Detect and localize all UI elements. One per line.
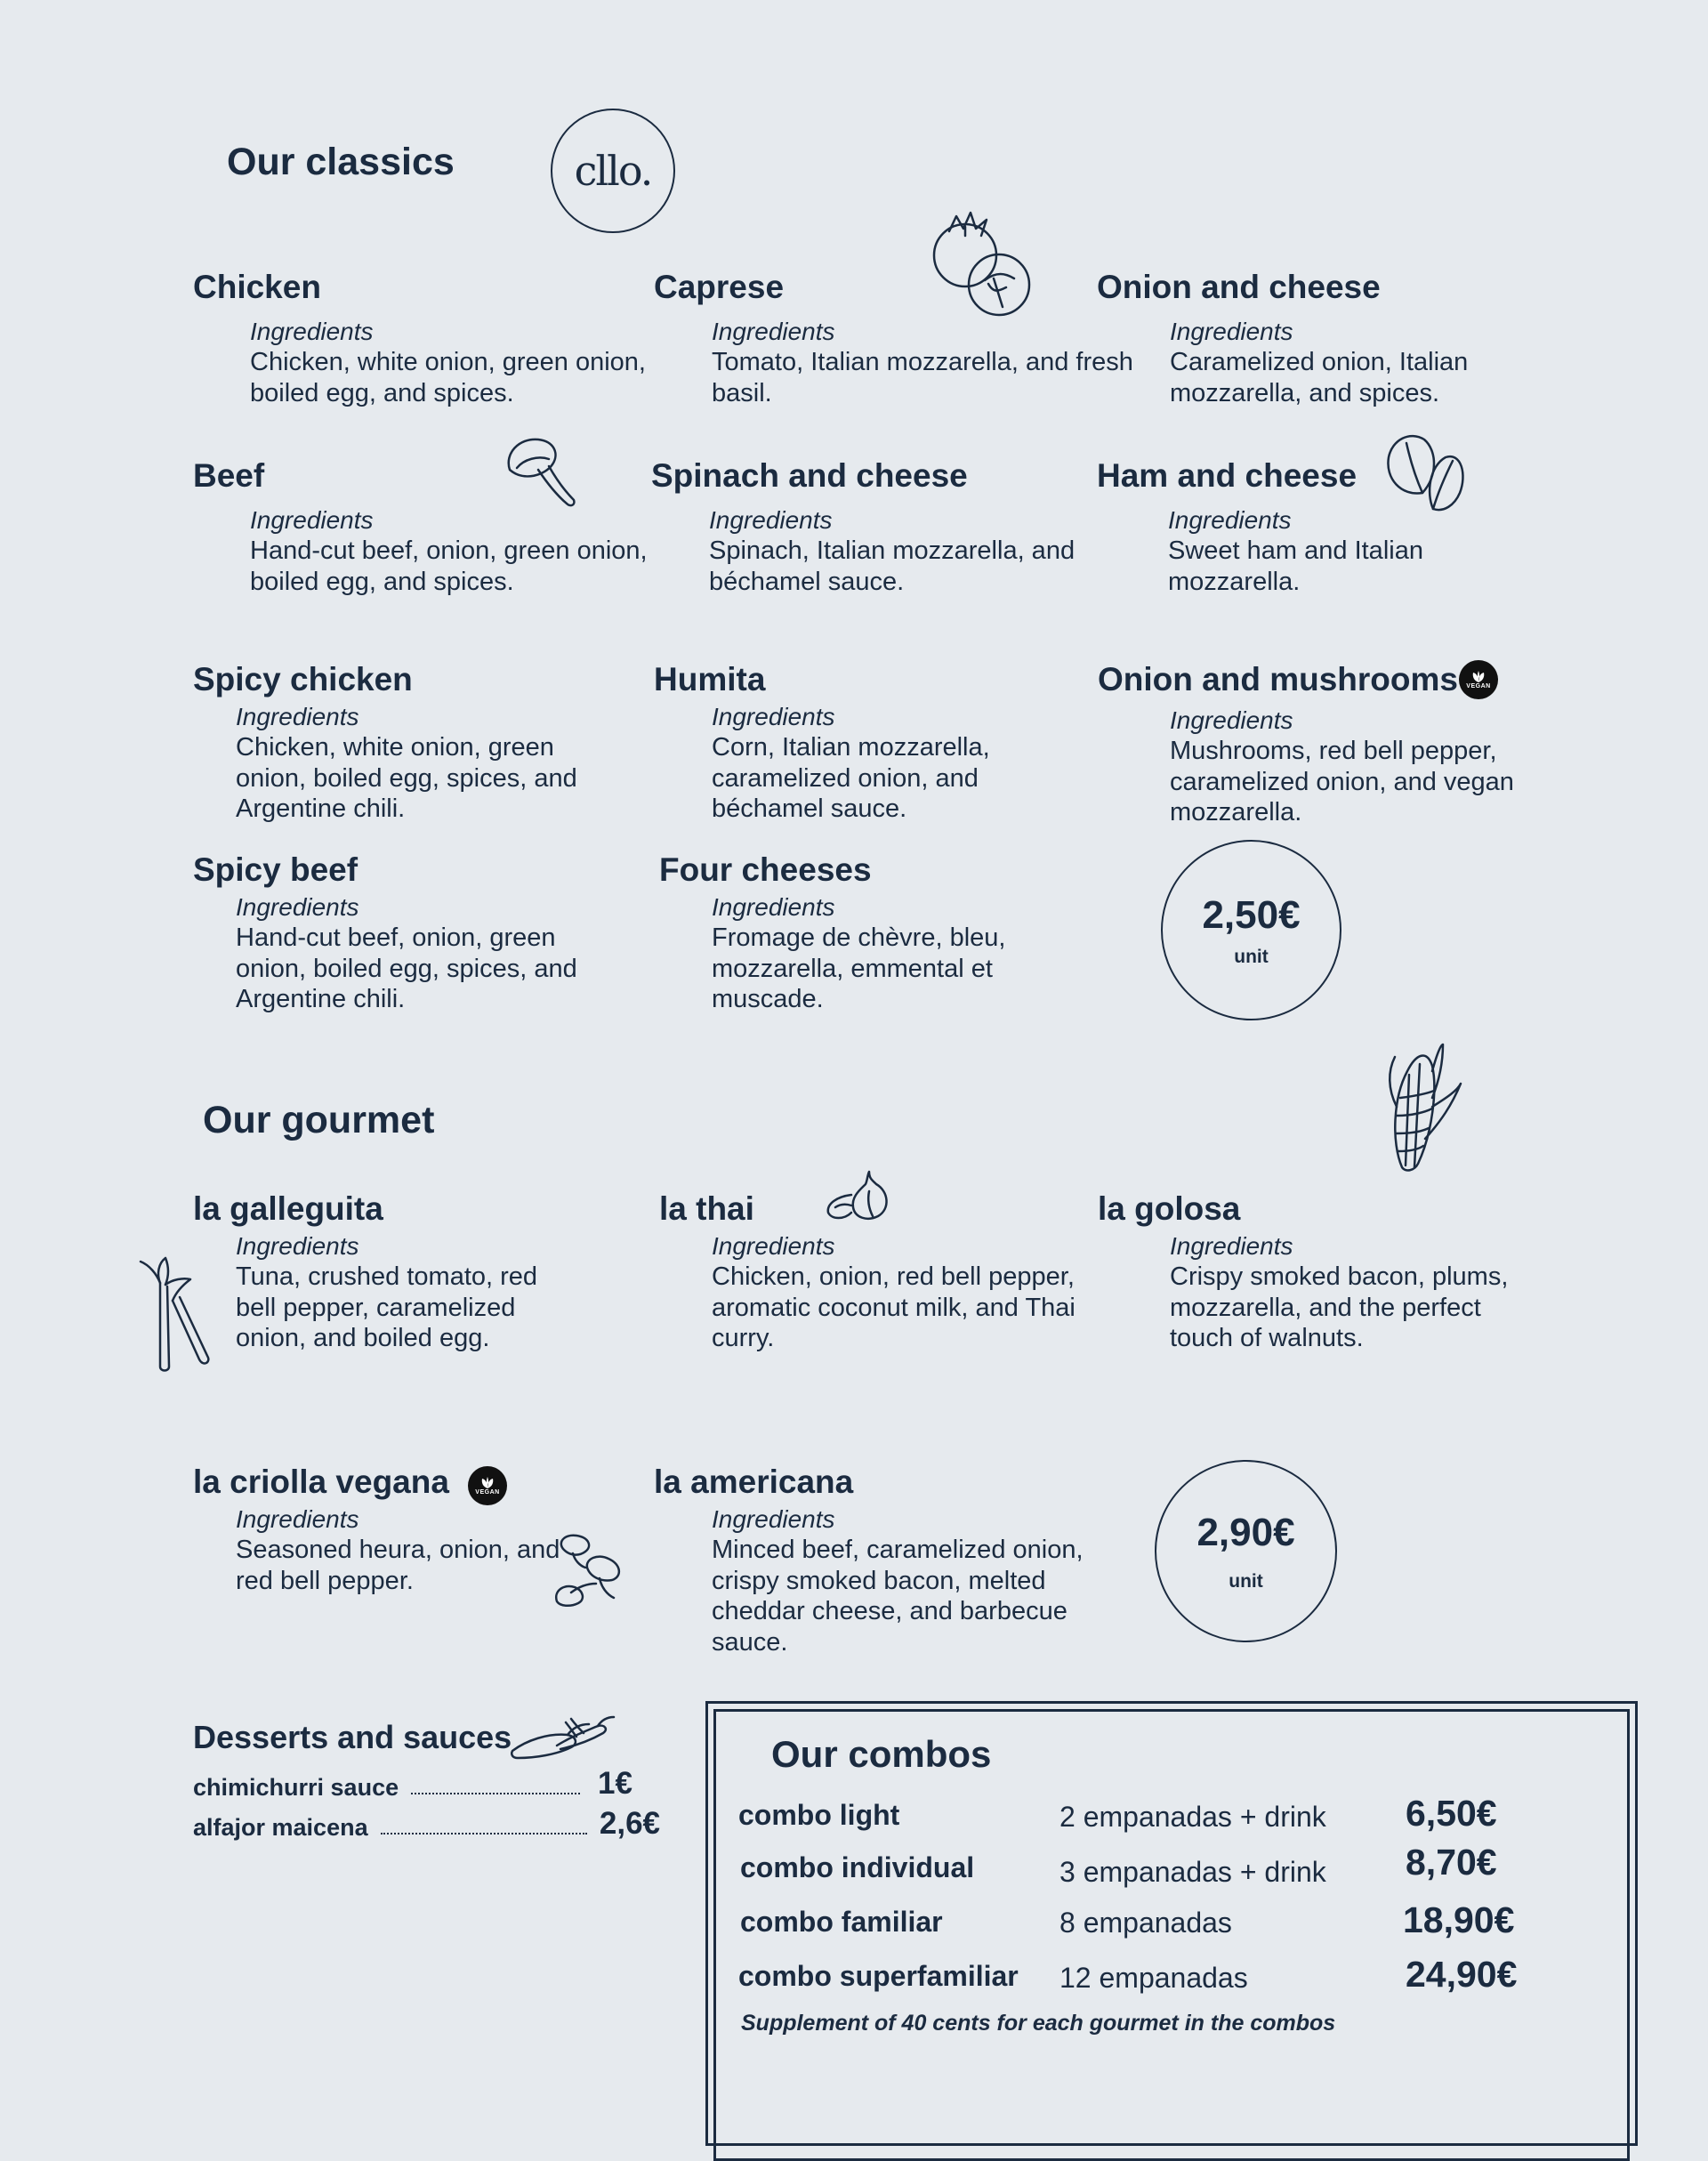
ingredients-label: Ingredients <box>1170 706 1293 734</box>
ingredients-text: Hand-cut beef, onion, green onion, boiled egg, and spices. <box>250 536 648 596</box>
spinach-icon <box>1383 431 1468 520</box>
ingredients-text: Chicken, onion, red bell pepper, aromatic coconut milk, and Thai curry. <box>712 1262 1076 1352</box>
item-name: Beef <box>193 457 265 494</box>
combo-desc: 2 empanadas + drink <box>1059 1801 1326 1833</box>
vegan-badge-text: VEGAN <box>475 1488 500 1496</box>
ingredients-text: Sweet ham and Italian mozzarella. <box>1168 536 1423 596</box>
ingredients-label: Ingredients <box>236 1232 359 1260</box>
menu-item-la-golosa <box>1098 1190 1543 1354</box>
menu-item-spicy-beef <box>193 851 627 1015</box>
combos-title: Our combos <box>771 1733 992 1775</box>
menu-item-spicy-chicken <box>193 661 627 825</box>
gourmet-title: Our gourmet <box>203 1099 435 1141</box>
ingredients-label: Ingredients <box>712 1505 835 1533</box>
price-unit: unit <box>1234 946 1269 967</box>
menu-item-four-cheeses <box>659 851 1050 1015</box>
combo-price: 6,50€ <box>1406 1793 1497 1834</box>
item-name: Caprese <box>654 269 785 305</box>
menu-item-spinach-and-cheese <box>651 457 1136 597</box>
ingredients-text: Chicken, white onion, green onion, boiled egg, and spices. <box>250 348 646 407</box>
menu-item-caprese <box>654 269 1139 408</box>
ingredients-label: Ingredients <box>712 318 835 345</box>
menu-item-chicken <box>193 269 677 408</box>
ingredients-text: Caramelized onion, Italian mozzarella, and spices. <box>1170 348 1469 407</box>
dessert-price: 2,6€ <box>599 1806 660 1841</box>
item-name: Spicy chicken <box>193 661 413 697</box>
combo-desc: 12 empanadas <box>1059 1962 1248 1994</box>
ingredients-text: Crispy smoked bacon, plums, mozzarella, and the perfect touch of walnuts. <box>1170 1262 1509 1352</box>
item-name: la galleguita <box>193 1190 383 1227</box>
menu-item-onion-and-cheese <box>1097 269 1526 408</box>
ingredients-text: Minced beef, caramelized onion, crispy smoked bacon, melted cheddar cheese, and barbecue sauce. <box>712 1536 1084 1657</box>
leek-icon <box>133 1254 214 1375</box>
ingredients-label: Ingredients <box>250 318 374 345</box>
combo-name: combo superfamiliar <box>738 1960 1019 1992</box>
price-unit: unit <box>1229 1570 1263 1592</box>
tomato-icon <box>930 209 1036 325</box>
ingredients-text: Hand-cut beef, onion, green onion, boiled egg, spices, and Argentine chili. <box>236 923 577 1013</box>
ingredients-text: Mushrooms, red bell pepper, caramelized onion, and vegan mozzarella. <box>1170 737 1514 827</box>
dessert-name: chimichurri sauce <box>193 1774 399 1801</box>
ingredients-text: Fromage de chèvre, bleu, mozzarella, emmental et muscade. <box>712 923 1006 1013</box>
menu-item-humita <box>654 661 1032 825</box>
dessert-row <box>193 1806 660 1842</box>
mushroom-icon <box>503 434 583 510</box>
ingredients-label: Ingredients <box>712 1232 835 1260</box>
ingredients-label: Ingredients <box>1170 318 1293 345</box>
ingredients-label: Ingredients <box>712 893 835 921</box>
ingredients-label: Ingredients <box>250 506 374 534</box>
desserts-title: Desserts and sauces <box>193 1719 512 1755</box>
ingredients-label: Ingredients <box>1170 1232 1293 1260</box>
ingredients-text: Spinach, Italian mozzarella, and béchamel sauce. <box>709 536 1076 596</box>
item-name: Spicy beef <box>193 851 359 888</box>
classics-price-badge <box>1161 840 1341 1020</box>
dotted-leader <box>381 1833 587 1834</box>
ingredients-label: Ingredients <box>236 703 359 730</box>
dotted-leader <box>411 1793 580 1794</box>
combos-note: Supplement of 40 cents for each gourmet in the combos <box>741 2011 1336 2036</box>
dessert-row <box>193 1766 660 1802</box>
dessert-price: 1€ <box>598 1766 632 1801</box>
ingredients-text: Chicken, white onion, green onion, boiled egg, spices, and Argentine chili. <box>236 733 577 823</box>
price-amount: 2,50€ <box>1202 892 1301 937</box>
logo <box>551 109 675 233</box>
ingredients-label: Ingredients <box>236 1505 359 1533</box>
ingredients-text: Tomato, Italian mozzarella, and fresh basil. <box>712 348 1133 407</box>
item-name: la thai <box>659 1190 754 1227</box>
ingredients-text: Corn, Italian mozzarella, caramelized onion, and béchamel sauce. <box>712 733 990 823</box>
item-name: la criolla vegana <box>193 1464 449 1500</box>
logo-text: cllo. <box>574 147 652 195</box>
mushrooms-icon <box>552 1532 624 1609</box>
combo-desc: 3 empanadas + drink <box>1059 1856 1326 1888</box>
vegan-badge-text: VEGAN <box>1466 682 1491 689</box>
garlic-icon <box>825 1168 898 1223</box>
item-name: Spinach and cheese <box>651 457 968 494</box>
chili-peppers-icon <box>509 1710 617 1762</box>
menu-item-la-galleguita <box>193 1190 574 1354</box>
ingredients-label: Ingredients <box>709 506 833 534</box>
menu-item-la-americana <box>654 1464 1112 1657</box>
ingredients-label: Ingredients <box>236 893 359 921</box>
combo-price: 18,90€ <box>1403 1899 1515 1940</box>
item-name: Four cheeses <box>659 851 872 888</box>
item-name: la golosa <box>1098 1190 1241 1227</box>
combo-name: combo individual <box>740 1851 975 1883</box>
item-name: Onion and cheese <box>1097 269 1381 305</box>
gourmet-price-badge <box>1155 1460 1337 1642</box>
price-amount: 2,90€ <box>1196 1510 1295 1554</box>
item-name: Ham and cheese <box>1097 457 1358 494</box>
item-name: Onion and mushrooms <box>1098 661 1458 697</box>
item-name: Humita <box>654 661 766 697</box>
classics-title: Our classics <box>227 141 455 183</box>
ingredients-label: Ingredients <box>1168 506 1292 534</box>
combo-desc: 8 empanadas <box>1059 1907 1232 1939</box>
vegan-badge-icon <box>468 1466 507 1505</box>
item-name: la americana <box>654 1464 854 1500</box>
dessert-name: alfajor maicena <box>193 1814 368 1841</box>
menu-item-la-criolla-vegana <box>193 1464 592 1596</box>
corn-icon <box>1379 1044 1464 1174</box>
item-name: Chicken <box>193 269 321 305</box>
vegan-badge-icon <box>1459 660 1498 699</box>
ingredients-text: Tuna, crushed tomato, red bell pepper, caramelized onion, and boiled egg. <box>236 1262 538 1352</box>
combo-name: combo light <box>738 1799 900 1831</box>
combo-price: 8,70€ <box>1406 1842 1497 1883</box>
combo-name: combo familiar <box>740 1906 943 1938</box>
combo-price: 24,90€ <box>1406 1954 1518 1995</box>
ingredients-text: Seasoned heura, onion, and red bell pepper. <box>236 1536 560 1595</box>
menu-item-beef <box>193 457 677 597</box>
ingredients-label: Ingredients <box>712 703 835 730</box>
